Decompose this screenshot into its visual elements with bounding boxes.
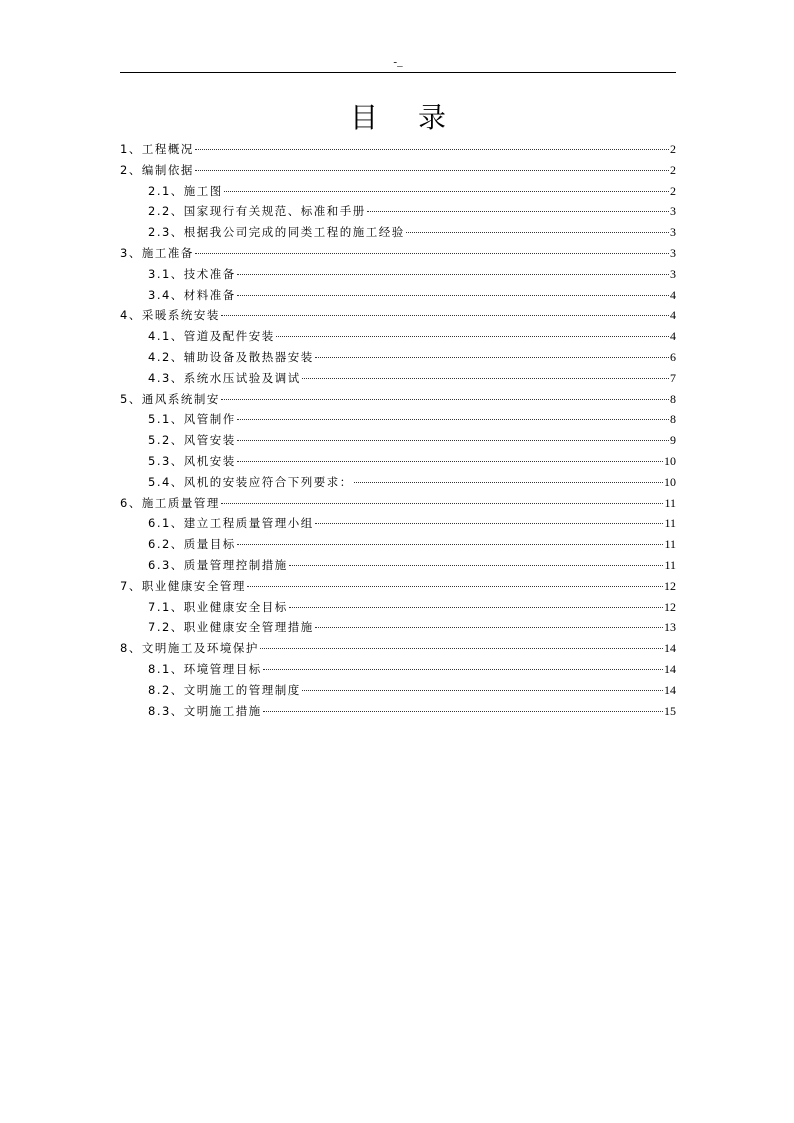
toc-dot-leader: [367, 210, 669, 212]
toc-dot-leader: [237, 460, 663, 462]
toc-page-number: 4: [670, 287, 676, 302]
toc-page-number: 3: [670, 266, 676, 281]
toc-subentry[interactable]: [120, 264, 676, 285]
toc-page-number: 11: [664, 516, 676, 531]
toc-dot-leader: [276, 335, 669, 337]
toc-dot-leader: [260, 647, 663, 649]
toc-page-number: 12: [664, 599, 676, 614]
toc-page-number: 11: [664, 557, 676, 572]
toc-subentry[interactable]: [120, 659, 676, 680]
toc-page-number: 6: [670, 349, 676, 364]
toc-dot-leader: [263, 668, 663, 670]
toc-entry-label: 4.1、管道及配件安装: [148, 329, 275, 344]
header-divider: [120, 72, 676, 73]
toc-subentry[interactable]: [120, 326, 676, 347]
toc-dot-leader: [237, 543, 664, 545]
toc-page-number: 3: [670, 204, 676, 219]
toc-entry-label: 2.1、施工图: [148, 183, 223, 198]
table-of-contents: [120, 139, 676, 721]
toc-entry[interactable]: [120, 638, 676, 659]
toc-page-number: 10: [664, 453, 676, 468]
toc-subentry[interactable]: [120, 285, 676, 306]
toc-title: 目录: [349, 101, 486, 134]
toc-dot-leader: [247, 585, 663, 587]
toc-dot-leader: [406, 231, 669, 233]
toc-page-number: 2: [670, 183, 676, 198]
toc-subentry[interactable]: [120, 513, 676, 534]
toc-entry-label: 8.1、环境管理目标: [148, 661, 262, 676]
toc-subentry[interactable]: [120, 430, 676, 451]
toc-subentry[interactable]: [120, 617, 676, 638]
toc-subentry[interactable]: [120, 409, 676, 430]
toc-entry-label: 6.3、质量管理控制措施: [148, 557, 288, 572]
toc-subentry[interactable]: [120, 347, 676, 368]
toc-entry-label: 4、采暖系统安装: [120, 308, 220, 323]
toc-dot-leader: [224, 190, 669, 192]
toc-entry-label: 1、工程概况: [120, 142, 194, 156]
toc-entry[interactable]: [120, 139, 676, 160]
toc-subentry[interactable]: [120, 181, 676, 202]
toc-subentry[interactable]: [120, 534, 676, 555]
toc-entry-label: 7.2、职业健康安全管理措施: [148, 620, 314, 635]
toc-entry-label: 5.1、风管制作: [148, 412, 236, 427]
toc-dot-leader: [221, 314, 669, 316]
toc-dot-leader: [195, 169, 669, 171]
toc-subentry[interactable]: [120, 222, 676, 243]
toc-subentry[interactable]: [120, 555, 676, 576]
toc-entry-label: 5.4、风机的安装应符合下列要求：: [148, 474, 353, 489]
toc-entry-label: 8.2、文明施工的管理制度: [148, 682, 301, 697]
toc-page-number: 8: [670, 412, 676, 427]
toc-dot-leader: [315, 626, 663, 628]
toc-dot-leader: [354, 481, 663, 483]
toc-entry-label: 3、施工准备: [120, 245, 194, 260]
toc-entry[interactable]: [120, 243, 676, 264]
toc-entry[interactable]: [120, 389, 676, 410]
toc-dot-leader: [315, 356, 669, 358]
toc-subentry[interactable]: [120, 680, 676, 701]
toc-page-number: 8: [670, 391, 676, 406]
toc-dot-leader: [289, 564, 664, 566]
toc-dot-leader: [237, 418, 669, 420]
toc-entry-label: 8.3、文明施工措施: [148, 703, 262, 718]
toc-subentry[interactable]: [120, 597, 676, 618]
toc-page-number: 4: [670, 329, 676, 344]
toc-page-number: 15: [664, 703, 676, 718]
toc-page-number: 4: [670, 308, 676, 323]
toc-entry-label: 4.2、辅助设备及散热器安装: [148, 349, 314, 364]
toc-entry-label: 4.3、系统水压试验及调试: [148, 370, 301, 385]
toc-subentry[interactable]: [120, 701, 676, 722]
toc-dot-leader: [237, 294, 669, 296]
toc-page-number: 13: [664, 620, 676, 635]
toc-page-number: 2: [670, 162, 676, 177]
toc-dot-leader: [302, 689, 663, 691]
toc-dot-leader: [221, 502, 664, 504]
toc-subentry[interactable]: [120, 451, 676, 472]
toc-page-number: 14: [664, 682, 676, 697]
toc-entry-label: 6.1、建立工程质量管理小组: [148, 516, 314, 531]
toc-dot-leader: [221, 398, 669, 400]
toc-dot-leader: [263, 710, 663, 712]
toc-entry[interactable]: [120, 493, 676, 514]
toc-page-number: 14: [664, 661, 676, 676]
toc-subentry[interactable]: [120, 201, 676, 222]
toc-page-number: 14: [664, 641, 676, 656]
toc-page-number: 10: [664, 474, 676, 489]
toc-dot-leader: [302, 377, 669, 379]
toc-page-number: 3: [670, 225, 676, 240]
toc-entry-label: 2.2、国家现行有关规范、标准和手册: [148, 204, 366, 219]
toc-entry-label: 5.3、风机安装: [148, 453, 236, 468]
toc-page-number: 3: [670, 245, 676, 260]
toc-dot-leader: [195, 148, 669, 150]
toc-entry-label: 2、编制依据: [120, 162, 194, 177]
toc-dot-leader: [289, 606, 663, 608]
toc-entry[interactable]: [120, 305, 676, 326]
toc-entry-label: 5、通风系统制安: [120, 391, 220, 406]
toc-dot-leader: [237, 439, 669, 441]
toc-dot-leader: [237, 273, 669, 275]
toc-page-number: 12: [664, 578, 676, 593]
toc-entry[interactable]: [120, 576, 676, 597]
toc-entry-label: 8、文明施工及环境保护: [120, 641, 259, 656]
toc-entry-label: 6.2、质量目标: [148, 537, 236, 552]
toc-page-number: 11: [664, 537, 676, 552]
toc-entry-label: 7、职业健康安全管理: [120, 578, 246, 593]
toc-page-number: 11: [664, 495, 676, 510]
toc-dot-leader: [195, 252, 669, 254]
toc-page-number: 2: [670, 142, 676, 156]
toc-page-number: 9: [670, 433, 676, 448]
toc-entry-label: 6、施工质量管理: [120, 495, 220, 510]
toc-entry-label: 7.1、职业健康安全目标: [148, 599, 288, 614]
toc-entry-label: 2.3、根据我公司完成的同类工程的施工经验: [148, 225, 405, 240]
toc-page-number: 7: [670, 370, 676, 385]
toc-entry-label: 3.1、技术准备: [148, 266, 236, 281]
page-header-mark: -_: [393, 56, 403, 68]
toc-subentry[interactable]: [120, 472, 676, 493]
toc-subentry[interactable]: [120, 368, 676, 389]
toc-dot-leader: [315, 522, 664, 524]
toc-entry-label: 3.4、材料准备: [148, 287, 236, 302]
toc-entry-label: 5.2、风管安装: [148, 433, 236, 448]
toc-entry[interactable]: [120, 160, 676, 181]
